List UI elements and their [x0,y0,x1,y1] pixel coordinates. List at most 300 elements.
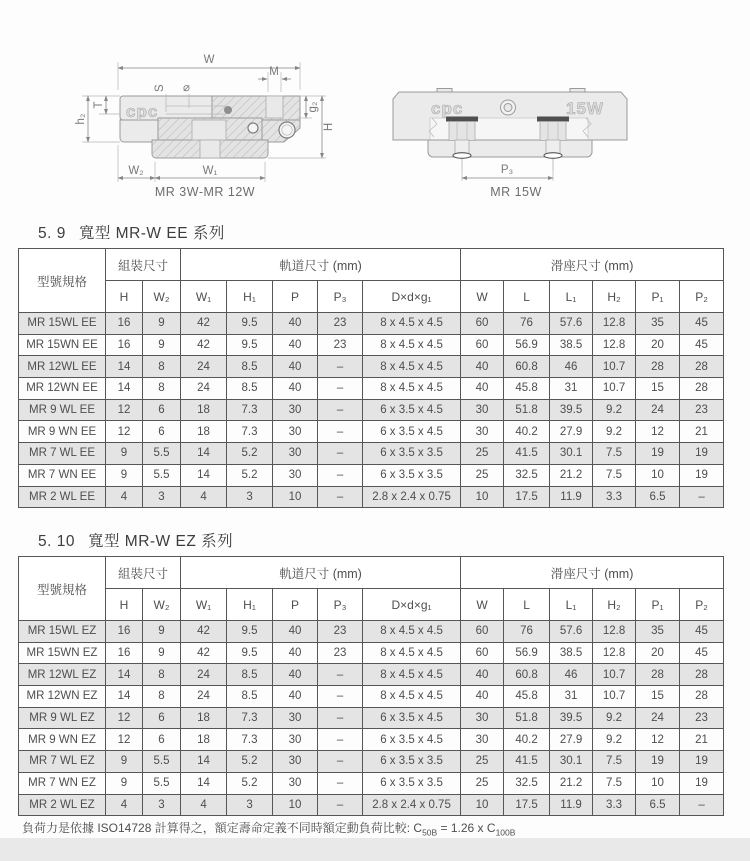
value-cell: 12.8 [593,313,636,335]
ez-series-table [18,556,724,816]
value-cell: 35 [636,313,680,335]
value-cell: 5.5 [143,751,181,773]
value-cell: 39.5 [550,707,593,729]
value-cell: 9.5 [227,334,273,356]
model-cell: MR 9 WN EZ [19,729,106,751]
assembly-group-header: 組裝尺寸 [106,249,181,281]
value-cell: – [318,399,363,421]
model-cell: MR 12WN EZ [19,686,106,708]
dim-label-t: T [93,101,105,109]
value-cell: 8.5 [227,356,273,378]
value-cell: 7.5 [593,464,636,486]
value-cell: 8 x 4.5 x 4.5 [363,664,461,686]
value-cell: 56.9 [504,642,550,664]
table-row [19,334,724,356]
value-cell: 10 [273,486,318,508]
value-cell: – [318,729,363,751]
value-cell: 8 x 4.5 x 4.5 [363,686,461,708]
value-cell: 42 [181,642,227,664]
value-cell: – [318,664,363,686]
dim-label-s: S [154,84,166,92]
value-cell: 28 [680,356,724,378]
value-cell: 9 [106,443,143,465]
value-cell: 7.5 [593,443,636,465]
value-cell: 16 [106,642,143,664]
value-cell: 57.6 [550,621,593,643]
column-header: P₃ [318,281,363,313]
value-cell: 12 [106,729,143,751]
technical-drawings [0,0,750,215]
value-cell: 25 [461,464,504,486]
model-column-header: 型號規格 [19,557,106,621]
value-cell: – [318,707,363,729]
value-cell: 45.8 [504,378,550,400]
ball-small [248,123,258,133]
value-cell: 46 [550,356,593,378]
value-cell: 60 [461,621,504,643]
column-header: P₂ [680,281,724,313]
value-cell: 32.5 [504,464,550,486]
value-cell: 6 x 3.5 x 3.5 [363,464,461,486]
dim-label-g2: g₂ [307,101,319,113]
value-cell: 9.5 [227,621,273,643]
value-cell: 60.8 [504,356,550,378]
value-cell: 12 [106,707,143,729]
column-header: H₁ [227,589,273,621]
value-cell: 14 [106,686,143,708]
value-cell: 30 [273,464,318,486]
value-cell: 5.2 [227,751,273,773]
value-cell: 16 [106,313,143,335]
value-cell: 19 [680,772,724,794]
value-cell: 24 [181,664,227,686]
value-cell: 21.2 [550,772,593,794]
value-cell: 30 [461,729,504,751]
column-header: H₂ [593,589,636,621]
table-row [19,378,724,400]
value-cell: 42 [181,621,227,643]
value-cell: 19 [636,443,680,465]
formula-c50: C [413,821,423,835]
value-cell: 19 [636,751,680,773]
value-cell: – [680,794,724,816]
value-cell: 41.5 [504,443,550,465]
column-header: H [106,589,143,621]
value-cell: 14 [106,356,143,378]
value-cell: 9 [143,313,181,335]
value-cell: 40.2 [504,421,550,443]
value-cell: 4 [181,486,227,508]
value-cell: 3 [227,794,273,816]
value-cell: 11.9 [550,486,593,508]
value-cell: 30 [273,729,318,751]
value-cell: 5.2 [227,464,273,486]
value-cell: 7.3 [227,399,273,421]
value-cell: 10.7 [593,378,636,400]
column-header: P₁ [636,589,680,621]
value-cell: 46 [550,664,593,686]
section-name: 寬型 MR-W EZ 系列 [87,533,234,550]
value-cell: 30 [273,707,318,729]
value-cell: 9.5 [227,642,273,664]
value-cell: 6 [143,399,181,421]
value-cell: 6 x 3.5 x 4.5 [363,707,461,729]
model-cell: MR 15WL EZ [19,621,106,643]
value-cell: 9 [106,772,143,794]
value-cell: 6 x 3.5 x 3.5 [363,751,461,773]
table-row [19,356,724,378]
value-cell: 28 [680,664,724,686]
value-cell: 8 x 4.5 x 4.5 [363,621,461,643]
value-cell: – [318,794,363,816]
column-header: L₁ [550,281,593,313]
value-cell: 14 [181,443,227,465]
value-cell: 60 [461,313,504,335]
value-cell: 9.5 [227,313,273,335]
value-cell: 24 [181,356,227,378]
value-cell: 7.5 [593,751,636,773]
value-cell: 38.5 [550,642,593,664]
value-cell: 3.3 [593,486,636,508]
value-cell: 21.2 [550,464,593,486]
column-header: L [504,281,550,313]
value-cell: 6 x 3.5 x 3.5 [363,443,461,465]
column-header: P₁ [636,281,680,313]
value-cell: 76 [504,313,550,335]
value-cell: 11.9 [550,794,593,816]
left-drawing-caption: MR 3W-MR 12W [154,185,256,199]
table-row [19,729,724,751]
value-cell: 5.5 [143,443,181,465]
model-cell: MR 15WN EE [19,334,106,356]
table-row [19,794,724,816]
value-cell: 3 [143,794,181,816]
value-cell: 23 [318,334,363,356]
value-cell: 14 [181,464,227,486]
value-cell: 40 [273,313,318,335]
value-cell: 31 [550,378,593,400]
column-header: H [106,281,143,313]
value-cell: 17.5 [504,486,550,508]
value-cell: 20 [636,642,680,664]
value-cell: 30 [273,443,318,465]
value-cell: 9 [143,334,181,356]
value-cell: 30 [461,707,504,729]
value-cell: – [318,443,363,465]
value-cell: 10 [636,464,680,486]
table-row [19,486,724,508]
value-cell: 10 [461,486,504,508]
table-row [19,707,724,729]
table-row [19,313,724,335]
roller-foot [544,153,562,159]
value-cell: 18 [181,399,227,421]
column-header: W₂ [143,281,181,313]
value-cell: 8 [143,664,181,686]
cpc-logo: cpc [126,102,159,121]
value-cell: 24 [636,399,680,421]
column-header: W₁ [181,281,227,313]
value-cell: 12 [106,399,143,421]
value-cell: 45 [680,334,724,356]
model-cell: MR 12WL EZ [19,664,106,686]
value-cell: 51.8 [504,399,550,421]
value-cell: 18 [181,729,227,751]
value-cell: 14 [106,378,143,400]
value-cell: 32.5 [504,772,550,794]
rail-group-header: 軌道尺寸 (mm) [181,557,461,589]
value-cell: 38.5 [550,334,593,356]
cross-section-drawing [75,54,335,199]
value-cell: 24 [636,707,680,729]
right-drawing-caption: MR 15W [490,185,542,199]
column-header: D×d×g₁ [363,589,461,621]
value-cell: 8 [143,356,181,378]
table-row [19,751,724,773]
value-cell: 40 [273,621,318,643]
value-cell: 40 [461,664,504,686]
table-row [19,686,724,708]
value-cell: 17.5 [504,794,550,816]
value-cell: 21 [680,729,724,751]
value-cell: 18 [181,707,227,729]
model-cell: MR 9 WL EE [19,399,106,421]
value-cell: 45 [680,642,724,664]
value-cell: 40 [273,334,318,356]
value-cell: 42 [181,334,227,356]
column-header: L₁ [550,589,593,621]
value-cell: 12 [636,421,680,443]
value-cell: 28 [636,664,680,686]
value-cell: 21 [680,421,724,443]
value-cell: 30 [461,399,504,421]
value-cell: 28 [636,356,680,378]
value-cell: 30 [461,421,504,443]
column-header: W [461,589,504,621]
model-cell: MR 7 WN EZ [19,772,106,794]
value-cell: 14 [181,751,227,773]
value-cell: 24 [181,378,227,400]
assembly-group-header: 組裝尺寸 [106,557,181,589]
section-number: 5. 9 [38,225,66,242]
value-cell: 60 [461,642,504,664]
value-cell: 4 [181,794,227,816]
table-row [19,642,724,664]
thread-end [224,106,232,114]
dim-label-h: H [323,122,335,132]
section-title-ee [38,221,225,243]
model-cell: MR 7 WL EE [19,443,106,465]
value-cell: 5.5 [143,464,181,486]
value-cell: 40.2 [504,729,550,751]
value-cell: 45.8 [504,686,550,708]
value-cell: 2.8 x 2.4 x 0.75 [363,486,461,508]
ball-large [279,122,295,138]
value-cell: 4 [106,486,143,508]
value-cell: 42 [181,313,227,335]
column-header: H₁ [227,281,273,313]
value-cell: 9 [143,642,181,664]
value-cell: 30.1 [550,751,593,773]
value-cell: 12.8 [593,334,636,356]
dim-label-w1: W₁ [202,165,218,177]
value-cell: 19 [680,751,724,773]
section-number: 5. 10 [38,533,75,550]
value-cell: 19 [680,464,724,486]
size-marking: 15W [566,99,604,118]
column-header: D×d×g₁ [363,281,461,313]
value-cell: 8.5 [227,378,273,400]
dim-label-m: M [269,66,279,78]
value-cell: 6 x 3.5 x 4.5 [363,399,461,421]
value-cell: – [318,686,363,708]
value-cell: 6 x 3.5 x 4.5 [363,729,461,751]
value-cell: 30 [273,751,318,773]
value-cell: 16 [106,621,143,643]
value-cell: 8.5 [227,686,273,708]
column-header: P₂ [680,589,724,621]
column-header: P [273,281,318,313]
value-cell: 3 [227,486,273,508]
value-cell: 6 [143,707,181,729]
side-view-drawing [393,89,627,200]
dim-label-h2: h₂ [75,113,87,125]
value-cell: – [318,464,363,486]
formula-c100: C [486,821,496,835]
model-cell: MR 12WN EE [19,378,106,400]
value-cell: 9 [106,751,143,773]
value-cell: – [318,356,363,378]
value-cell: 76 [504,621,550,643]
value-cell: 9.2 [593,729,636,751]
section-name: 寬型 MR-W EE 系列 [78,225,225,242]
value-cell: 5.2 [227,772,273,794]
value-cell: 15 [636,686,680,708]
value-cell: 31 [550,686,593,708]
value-cell: – [318,772,363,794]
value-cell: 23 [318,642,363,664]
model-cell: MR 15WL EE [19,313,106,335]
value-cell: 4 [106,794,143,816]
value-cell: 8 x 4.5 x 4.5 [363,313,461,335]
value-cell: 12.8 [593,642,636,664]
value-cell: 2.8 x 2.4 x 0.75 [363,794,461,816]
value-cell: 23 [680,399,724,421]
value-cell: 60.8 [504,664,550,686]
value-cell: 3 [143,486,181,508]
value-cell: 5.5 [143,772,181,794]
column-header: H₂ [593,281,636,313]
value-cell: 39.5 [550,399,593,421]
model-cell: MR 2 WL EE [19,486,106,508]
value-cell: 8 [143,686,181,708]
value-cell: 9 [143,621,181,643]
value-cell: 30 [273,421,318,443]
value-cell: 57.6 [550,313,593,335]
value-cell: 15 [636,378,680,400]
table-row [19,664,724,686]
value-cell: 40 [273,378,318,400]
value-cell: – [318,378,363,400]
value-cell: 25 [461,443,504,465]
value-cell: – [318,486,363,508]
value-cell: 12 [636,729,680,751]
value-cell: 8 x 4.5 x 4.5 [363,642,461,664]
table-row [19,421,724,443]
dim-label-w2: W₂ [128,165,144,177]
value-cell: 6 x 3.5 x 4.5 [363,421,461,443]
column-header: P [273,589,318,621]
value-cell: 8 x 4.5 x 4.5 [363,334,461,356]
value-cell: 10.7 [593,356,636,378]
value-cell: 45 [680,313,724,335]
value-cell: 23 [680,707,724,729]
cpc-logo: cpc [431,99,464,118]
value-cell: – [318,751,363,773]
model-cell: MR 7 WL EZ [19,751,106,773]
value-cell: 3.3 [593,794,636,816]
value-cell: 40 [461,686,504,708]
rail-group-header: 軌道尺寸 (mm) [181,249,461,281]
value-cell: 7.3 [227,729,273,751]
column-header: W₁ [181,589,227,621]
value-cell: 7.5 [593,772,636,794]
load-rating-footnote: 負荷力是依據 ISO14728 計算得之，額定壽命定義不同時額定動負荷比較: $C_{50B} = 1.26$ x $C_{100B}$ [22,821,516,838]
value-cell: 27.9 [550,729,593,751]
value-cell: 40 [273,356,318,378]
value-cell: 60 [461,334,504,356]
model-cell: MR 7 WN EE [19,464,106,486]
value-cell: 9.2 [593,421,636,443]
value-cell: 41.5 [504,751,550,773]
value-cell: 9.2 [593,399,636,421]
value-cell: 14 [181,772,227,794]
value-cell: 14 [106,664,143,686]
table-row [19,464,724,486]
value-cell: 56.9 [504,334,550,356]
value-cell: 20 [636,334,680,356]
carriage-group-header: 滑座尺寸 (mm) [461,249,724,281]
value-cell: 10 [461,794,504,816]
value-cell: 6.5 [636,486,680,508]
value-cell: 40 [273,642,318,664]
table-row [19,399,724,421]
value-cell: 19 [680,443,724,465]
table-row [19,772,724,794]
dim-label-w: W [203,54,215,66]
model-cell: MR 12WL EE [19,356,106,378]
value-cell: 27.9 [550,421,593,443]
value-cell: 8.5 [227,664,273,686]
column-header: L [504,589,550,621]
value-cell: 10.7 [593,664,636,686]
value-cell: 12.8 [593,621,636,643]
value-cell: 23 [318,313,363,335]
value-cell: 30 [273,399,318,421]
value-cell: 9.2 [593,707,636,729]
column-header: P₃ [318,589,363,621]
value-cell: 9 [106,464,143,486]
value-cell: 28 [680,378,724,400]
model-cell: MR 15WN EZ [19,642,106,664]
value-cell: 23 [318,621,363,643]
model-cell: MR 2 WL EZ [19,794,106,816]
table-row [19,443,724,465]
value-cell: 6 x 3.5 x 3.5 [363,772,461,794]
table-row [19,621,724,643]
value-cell: 40 [461,378,504,400]
column-header: W [461,281,504,313]
